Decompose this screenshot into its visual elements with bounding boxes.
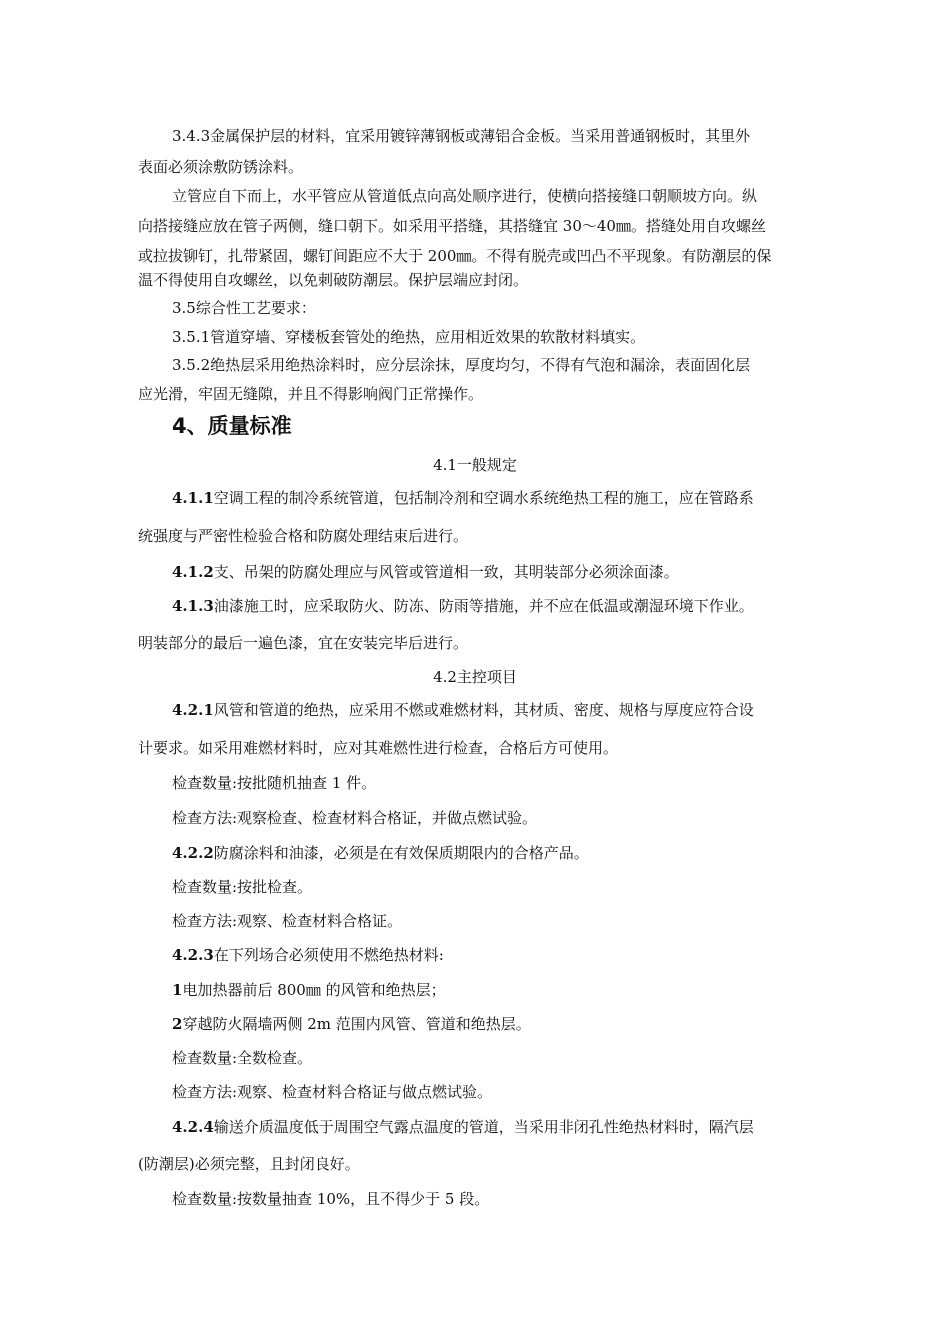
clause-number: 4.2.3 [172, 946, 214, 964]
clause-text: 风管和管道的绝热，应采用不燃或难燃材料，其材质、密度、规格与厚度应符合设 [213, 701, 754, 719]
clause-text: 防腐涂料和油漆，必须是在有效保质期限内的合格产品。 [213, 844, 589, 862]
para-vertical-pipe-line1: 立管应自下而上，水平管应从管道低点向高处顺序进行，使横向搭接缝口朝顺坡方向。纵 [172, 187, 758, 205]
inspection-quantity: 检查数量:全数检查。 [172, 1049, 313, 1067]
clause-text: 支、吊架的防腐处理应与风管或管道相一致，其明装部分必须涂面漆。 [213, 563, 679, 581]
para-4-2-3 [172, 945, 838, 965]
para-4-1-1-line2: 统强度与严密性检验合格和防腐处理结束后进行。 [138, 527, 469, 545]
inspection-method: 检查方法:观察、检查材料合格证。 [172, 912, 403, 930]
clause-number: 4.1.1 [172, 489, 214, 507]
subheading-4-1: 4.1一般规定 [433, 456, 517, 474]
para-4-1-1-line1 [172, 488, 838, 508]
clause-number: 4.2.4 [172, 1118, 214, 1136]
list-text: 电加热器前后 800㎜ 的风管和绝热层； [182, 981, 446, 999]
list-number: 1 [172, 981, 183, 999]
para-4-2-1-line2: 计要求。如采用难燃材料时，应对其难燃性进行检查，合格后方可使用。 [138, 739, 619, 757]
para-4-1-3-line2: 明装部分的最后一遍色漆，宜在安装完毕后进行。 [138, 634, 469, 652]
clause-number: 4.1.2 [172, 563, 214, 581]
clause-text: 在下列场合必须使用不燃绝热材料: [213, 946, 444, 964]
inspection-quantity: 检查数量:按批随机抽查 1 件。 [172, 774, 377, 792]
para-3-5-1: 3.5.1管道穿墙、穿楼板套管处的绝热，应用相近效果的软散材料填实。 [172, 328, 646, 346]
clause-number: 4.2.2 [172, 844, 214, 862]
inspection-quantity: 检查数量:按数量抽查 10%，且不得少于 5 段。 [172, 1190, 490, 1208]
para-3-5-2-line2: 应光滑，牢固无缝隙，并且不得影响阀门正常操作。 [138, 385, 484, 403]
para-vertical-pipe-line3: 或拉拔铆钉，扎带紧固，螺钉间距应不大于 200㎜。不得有脱壳或凹凸不平现象。有防潮层的保 [138, 247, 772, 265]
section-heading-4: 4、质量标准 [172, 414, 292, 438]
para-3-4-3-line1: 3.4.3金属保护层的材料，宜采用镀锌薄钢板或薄铝合金板。当采用普通钢板时，其里外 [172, 127, 751, 145]
para-3-4-3-line2: 表面必须涂敷防锈涂料。 [138, 158, 304, 176]
clause-number: 4.2.1 [172, 701, 214, 719]
para-vertical-pipe-line2: 向搭接缝应放在管子两侧，缝口朝下。如采用平搭缝，其搭缝宜 30～40㎜。搭缝处用自攻螺丝 [138, 217, 766, 235]
clause-text: 输送介质温度低于周围空气露点温度的管道，当采用非闭孔性绝热材料时，隔汽层 [213, 1118, 754, 1136]
para-4-2-4-line1 [172, 1117, 838, 1137]
subheading-4-2: 4.2主控项目 [433, 668, 517, 686]
list-item-2 [172, 1014, 838, 1034]
para-4-1-3-line1 [172, 596, 838, 616]
clause-text: 油漆施工时，应采取防火、防冻、防雨等措施，并不应在低温或潮湿环境下作业。 [213, 597, 754, 615]
clause-number: 4.1.3 [172, 597, 214, 615]
list-item-1 [172, 980, 838, 1000]
para-4-2-1-line1 [172, 700, 838, 720]
clause-text: 空调工程的制冷系统管道，包括制冷剂和空调水系统绝热工程的施工，应在管路系 [213, 489, 754, 507]
para-3-5: 3.5综合性工艺要求： [172, 299, 316, 317]
list-number: 2 [172, 1015, 183, 1033]
para-4-1-2 [172, 562, 838, 582]
inspection-quantity: 检查数量:按批检查。 [172, 878, 313, 896]
para-vertical-pipe-line4: 温不得使用自攻螺丝，以免刺破防潮层。保护层端应封闭。 [138, 271, 529, 289]
inspection-method: 检查方法:观察检查、检查材料合格证，并做点燃试验。 [172, 809, 538, 827]
inspection-method: 检查方法:观察、检查材料合格证与做点燃试验。 [172, 1083, 493, 1101]
list-text: 穿越防火隔墙两侧 2m 范围内风管、管道和绝热层。 [182, 1015, 531, 1033]
para-3-5-2-line1: 3.5.2绝热层采用绝热涂料时，应分层涂抹，厚度均匀，不得有气泡和漏涂，表面固化层 [172, 356, 751, 374]
para-4-2-4-line2: (防潮层)必须完整，且封闭良好。 [138, 1155, 360, 1173]
para-4-2-2 [172, 843, 838, 863]
